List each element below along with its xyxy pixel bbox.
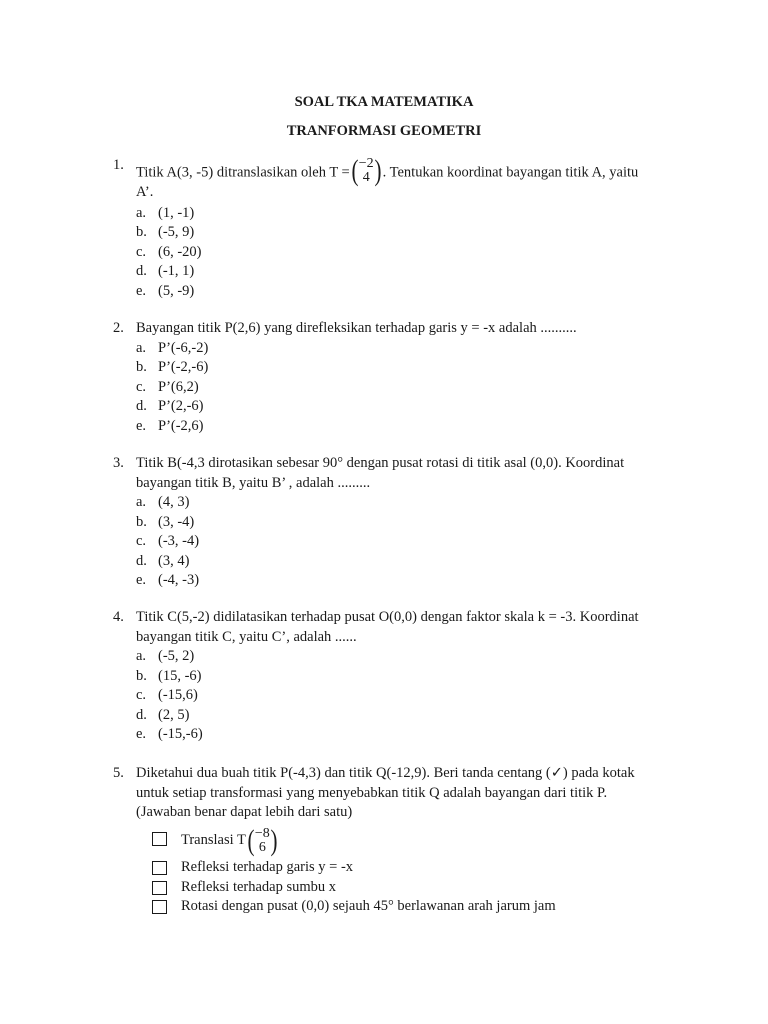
option-e[interactable] bbox=[136, 571, 673, 591]
option-letter: e. bbox=[136, 282, 147, 299]
option-value: (-15,6) bbox=[158, 687, 198, 703]
option-d[interactable] bbox=[136, 397, 673, 417]
checkbox[interactable] bbox=[152, 861, 167, 875]
option-letter: b. bbox=[136, 359, 147, 375]
question-number: 3. bbox=[113, 455, 124, 471]
option-letter: d. bbox=[136, 552, 147, 569]
option-value: P’(-2,6) bbox=[158, 417, 204, 434]
answer-options bbox=[136, 493, 673, 591]
answer-options bbox=[136, 647, 673, 745]
question-text-line-3: (Jawaban benar dapat lebih dari satu) bbox=[136, 804, 353, 820]
option-d[interactable] bbox=[136, 552, 673, 572]
option-b[interactable] bbox=[136, 223, 673, 243]
question-text: Titik B(-4,3 dirotasikan sebesar 90° dengan pusat rotasi di titik asal (0,0). Koordinat bbox=[136, 455, 625, 471]
option-e[interactable] bbox=[136, 725, 673, 745]
question-2 bbox=[113, 319, 673, 436]
check-label: Rotasi dengan pusat (0,0) sejauh 45° berlawanan arah jarum jam bbox=[181, 898, 556, 914]
question-3 bbox=[113, 454, 673, 591]
option-a[interactable] bbox=[136, 339, 673, 359]
option-a[interactable] bbox=[136, 493, 673, 513]
option-c[interactable] bbox=[136, 243, 673, 263]
question-text-line-2: bayangan titik B, yaitu B’ , adalah ......... bbox=[136, 474, 371, 491]
option-value: (3, 4) bbox=[158, 552, 190, 569]
option-e[interactable] bbox=[136, 282, 673, 302]
option-value: (-4, -3) bbox=[158, 572, 200, 588]
question-text: Diketahui dua buah titik P(-4,3) dan titik Q(-12,9). Beri tanda centang (✓) pada kotak bbox=[136, 765, 635, 781]
option-letter: d. bbox=[136, 398, 147, 414]
check-label bbox=[181, 824, 279, 858]
option-letter: e. bbox=[136, 726, 147, 742]
option-letter: c. bbox=[136, 243, 147, 260]
question-5 bbox=[113, 764, 673, 823]
translasi-text: Translasi T bbox=[181, 832, 246, 849]
option-letter: a. bbox=[136, 339, 147, 356]
option-value: (5, -9) bbox=[158, 282, 195, 299]
vector-bottom: 4 bbox=[362, 170, 370, 185]
question-number: 2. bbox=[113, 320, 124, 336]
option-letter: e. bbox=[136, 572, 147, 588]
option-value: P’(2,-6) bbox=[158, 398, 204, 414]
option-letter: d. bbox=[136, 263, 147, 279]
question-number: 5. bbox=[113, 765, 124, 781]
option-letter: b. bbox=[136, 224, 147, 240]
question-text-line-2: bayangan titik C, yaitu C’, adalah ...... bbox=[136, 628, 357, 645]
option-c[interactable] bbox=[136, 686, 673, 706]
answer-options bbox=[136, 339, 673, 437]
option-letter: a. bbox=[136, 494, 147, 510]
question-text-line-2: A’. bbox=[136, 184, 154, 200]
translation-vector: ( −2 4 ) bbox=[351, 154, 382, 187]
option-value: (-5, 2) bbox=[158, 648, 195, 664]
option-letter: b. bbox=[136, 667, 147, 684]
option-d[interactable] bbox=[136, 706, 673, 726]
question-4 bbox=[113, 608, 673, 745]
option-value: (15, -6) bbox=[158, 667, 202, 684]
option-value: (-1, 1) bbox=[158, 263, 195, 279]
worksheet-title: SOAL TKA MATEMATIKA bbox=[294, 94, 474, 110]
check-refleksi-sumbu-x[interactable] bbox=[152, 878, 672, 898]
option-value: P’(-2,-6) bbox=[158, 359, 209, 375]
check-refleksi-y-neg-x[interactable] bbox=[152, 858, 672, 878]
option-value: (6, -20) bbox=[158, 243, 202, 260]
checkbox[interactable] bbox=[152, 881, 167, 895]
check-translasi[interactable] bbox=[152, 824, 672, 858]
option-a[interactable] bbox=[136, 204, 673, 224]
option-letter: c. bbox=[136, 533, 147, 549]
option-d[interactable] bbox=[136, 262, 673, 282]
option-c[interactable] bbox=[136, 532, 673, 552]
vector-top: −8 bbox=[254, 826, 270, 841]
option-value: (-5, 9) bbox=[158, 224, 195, 240]
check-rotasi[interactable] bbox=[152, 897, 672, 917]
check-label: Refleksi terhadap sumbu x bbox=[181, 878, 337, 895]
option-letter: c. bbox=[136, 687, 147, 703]
question-text-end: . Tentukan koordinat bayangan titik A, yaitu bbox=[382, 164, 639, 181]
vector-bottom: 6 bbox=[258, 840, 266, 855]
checkbox[interactable] bbox=[152, 832, 167, 846]
option-a[interactable] bbox=[136, 647, 673, 667]
option-e[interactable] bbox=[136, 417, 673, 437]
translation-vector: ( −8 6 ) bbox=[247, 824, 278, 857]
option-letter: d. bbox=[136, 706, 147, 723]
option-value: (1, -1) bbox=[158, 204, 195, 221]
question-number: 4. bbox=[113, 609, 124, 625]
option-value: (2, 5) bbox=[158, 706, 190, 723]
check-label: Refleksi terhadap garis y = -x bbox=[181, 859, 354, 875]
question-text-start: Titik A(3, -5) ditranslasikan oleh T = bbox=[136, 164, 350, 181]
answer-options bbox=[136, 204, 673, 302]
question-text bbox=[136, 154, 673, 187]
question-text-line-2: untuk setiap transformasi yang menyebabkan titik Q adalah bayangan dari titik P. bbox=[136, 784, 608, 801]
worksheet-subtitle: TRANFORMASI GEOMETRI bbox=[286, 123, 482, 139]
question-text: Titik C(5,-2) didilatasikan terhadap pusat O(0,0) dengan faktor skala k = -3. Koordinat bbox=[136, 609, 639, 625]
option-letter: e. bbox=[136, 417, 147, 434]
question-number: 1. bbox=[113, 157, 124, 173]
question-text: Bayangan titik P(2,6) yang direfleksikan terhadap garis y = -x adalah .......... bbox=[136, 320, 577, 336]
option-c[interactable] bbox=[136, 378, 673, 398]
option-b[interactable] bbox=[136, 667, 673, 687]
option-letter: a. bbox=[136, 204, 147, 221]
checkbox[interactable] bbox=[152, 900, 167, 914]
option-value: (3, -4) bbox=[158, 513, 195, 530]
question-1 bbox=[113, 156, 673, 301]
option-letter: b. bbox=[136, 513, 147, 530]
option-value: (4, 3) bbox=[158, 494, 190, 510]
checkbox-list bbox=[152, 824, 672, 917]
option-value: P’(-6,-2) bbox=[158, 339, 209, 356]
option-value: P’(6,2) bbox=[158, 378, 199, 395]
option-letter: a. bbox=[136, 648, 147, 664]
vector-top: −2 bbox=[358, 156, 374, 171]
option-b[interactable] bbox=[136, 513, 673, 533]
option-value: (-3, -4) bbox=[158, 533, 200, 549]
option-letter: c. bbox=[136, 378, 147, 395]
option-b[interactable] bbox=[136, 358, 673, 378]
option-value: (-15,-6) bbox=[158, 726, 203, 742]
